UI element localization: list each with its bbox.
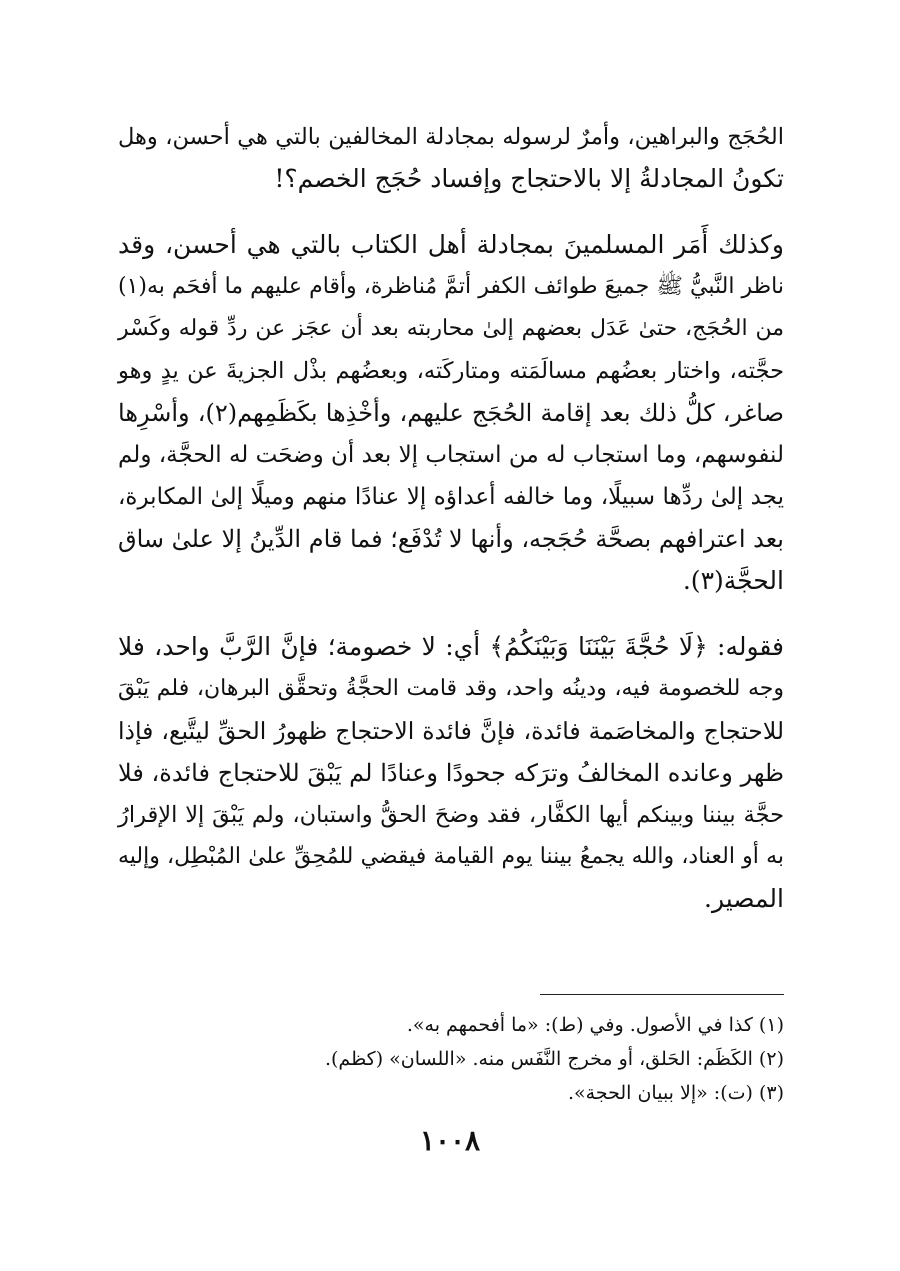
paragraph-1	[118, 116, 784, 200]
text-line: للاحتجاج والمخاصَمة فائدة، فإنَّ فائدة الاحتجاج ظهورُ الحقِّ ليتَّبع، فإذا	[118, 717, 784, 745]
text-line: الحُجَج والبراهين، وأمرٌ لرسوله بمجادلة المخالفين بالتي هي أحسن، وهل	[118, 124, 784, 150]
text-line: فقوله: ﴿لَا حُجَّةَ بَيْنَنَا وَبَيْنَكُمُ﴾ أي: لا خصومة؛ فإنَّ الرَّبَّ واحد، فلا	[118, 632, 784, 661]
footnote-1: (١) كذا في الأصول. وفي (ط): «ما أفحمهم به».	[406, 1014, 784, 1036]
text-line: المصير.	[704, 884, 784, 913]
text-line: يجد إلىٰ ردِّها سبيلًا، وما خالفه أعداؤه إلا عنادًا منهم وميلًا إلىٰ المكابرة،	[118, 484, 784, 510]
footnotes	[118, 1008, 784, 1110]
text-line: ناظر النَّبيُّ ﷺ جميعَ طوائف الكفر أتمَّ مُناظرة، وأقام عليهم ما أفحَم به(١)	[118, 274, 784, 299]
text-line: وجه للخصومة فيه، ودينُه واحد، وقد قامت الحجَّةُ وتحقَّق البرهان، فلم يَبْقَ	[118, 676, 784, 701]
main-text	[118, 116, 784, 944]
text-line: ظهر وعانده المخالفُ وترَكه جحودًا وعنادًا لم يَبْقَ للاحتجاج فائدة، فلا	[118, 759, 784, 787]
footnote-divider	[540, 994, 784, 995]
footnote-2: (٢) الكَظَم: الحَلق، أو مخرج النَّفَس منه. «اللسان» (كظم).	[324, 1048, 784, 1070]
footnote-3: (٣) (ت): «إلا ببيان الحجة».	[567, 1082, 784, 1104]
text-line: حجَّة بيننا وبينكم أيها الكفَّار، فقد وضحَ الحقُّ واستبان، ولم يَبْقَ إلا الإقرارُ	[118, 802, 784, 828]
text-line: بعد اعترافهم بصحَّة حُجَجه، وأنها لا تُدْفَع؛ فما قام الدِّينُ إلا علىٰ ساق	[118, 525, 784, 553]
text-line: لنفوسهم، وما استجاب له من استجاب إلا بعد أن وضحَت له الحجَّة، ولم	[118, 442, 784, 468]
text-line: وكذلك أَمَر المسلمينَ بمجادلة أهل الكتاب بالتي هي أحسن، وقد	[118, 230, 784, 259]
text-line: به أو العناد، والله يجمعُ بيننا يوم القيامة فيقضي للمُحِقِّ علىٰ المُبْطِل، وإليه	[118, 844, 784, 869]
paragraph-2	[118, 224, 784, 602]
text-line: حجَّته، واختار بعضُهم مسالَمَته ومتاركَته، وبعضُهم بذْل الجزيةَ عن يدٍ وهو	[118, 358, 784, 384]
text-line: صاغر، كلُّ ذلك بعد إقامة الحُجَج عليهم، وأخْذِها بكَظَمِهم(٢)، وأسْرِها	[118, 399, 784, 427]
page-number: ١٠٠٨	[419, 1124, 481, 1157]
paragraph-3	[118, 626, 784, 920]
text-line: الحجَّة(٣).	[682, 566, 784, 595]
text-line: من الحُجَج، حتىٰ عَدَل بعضهم إلىٰ محاربته بعد أن عجَز عن ردِّ قوله وكَسْر	[118, 316, 784, 341]
text-line: تكونُ المجادلةُ إلا بالاحتجاج وإفساد حُجَج الخصم؟!	[274, 164, 784, 193]
